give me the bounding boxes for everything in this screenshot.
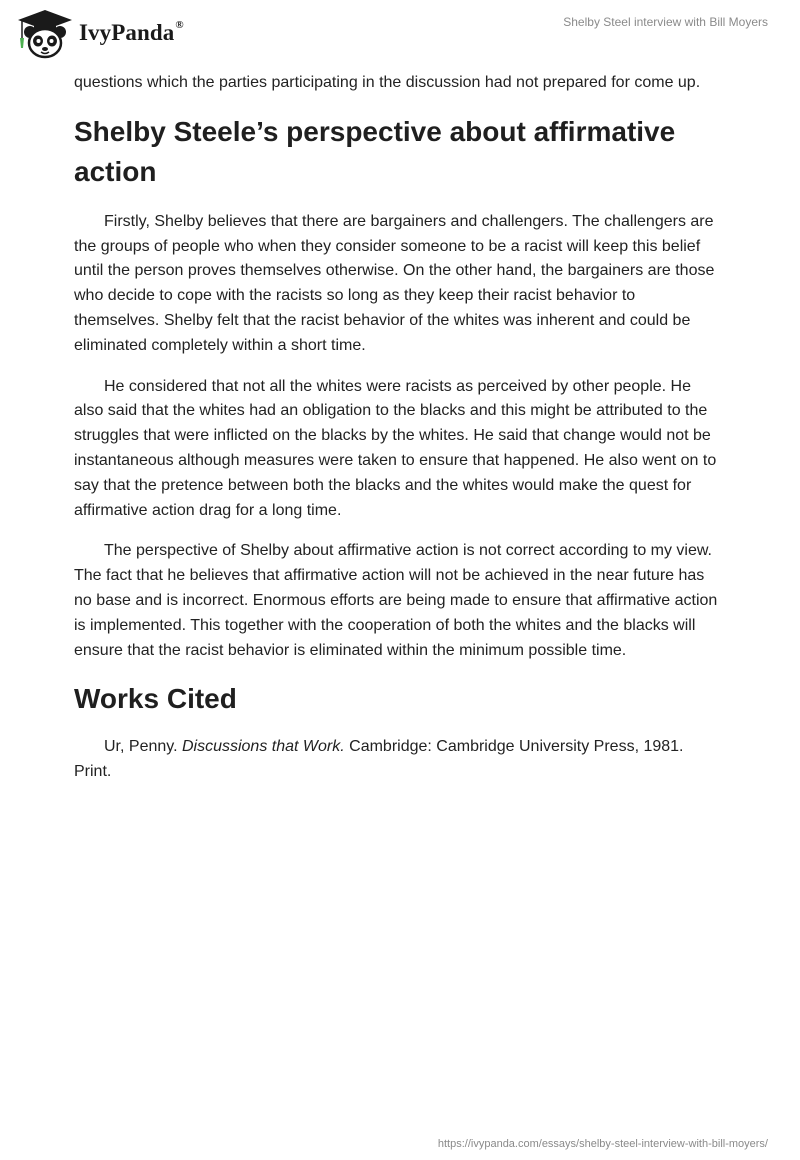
citation-author: Ur, Penny.: [104, 738, 182, 756]
intro-continuation: questions which the parties participating in the discussion had not prepared for come up.: [74, 74, 701, 91]
body-paragraph: The perspective of Shelby about affirmative action is not correct according to my view. The fact that he believes that affirmative action will not be achieved in the near future has no base and is incorrect. Enormous efforts are being made to ensure that affirmative action is implemented. This together with the cooperation of both the whites and the blacks will ensure that the racist behavior is eliminated within the minimum possible time.: [74, 542, 718, 659]
citation-title: Discussions that Work.: [181, 738, 345, 756]
citation-details: Cambridge: Cambridge University Press, 1981. Print.: [74, 738, 684, 781]
body-paragraph: He considered that not all the whites were racists as perceived by other people. He also said that the whites had an obligation to the blacks and this might be attributed to the struggles that were inflicted on the blacks by the whites. He said that change would not be instantaneous although measures were taken to ensure that happened. He also went on to say that the pretence between both the blacks and the whites would make the quest for affirmative action drag for a long time.: [74, 377, 717, 519]
document-title: Shelby Steel interview with Bill Moyers: [563, 15, 768, 29]
section-heading: Shelby Steele’s perspective about affirmative action: [74, 115, 676, 187]
registered-mark: ®: [175, 19, 184, 32]
page-header: [0, 0, 800, 70]
brand-name-text: IvyPanda: [79, 20, 175, 45]
essay-content: [74, 71, 724, 801]
brand-name[interactable]: [79, 20, 184, 46]
works-cited-heading: Works Cited: [74, 683, 237, 715]
body-paragraph: Firstly, Shelby believes that there are bargainers and challengers. The challengers are the groups of people who when they consider someone to be a racist will keep this belief until the person proves themselves otherwise. On the other hand, the bargainers are those who decide to cope with the racists so long as they keep their racist behavior to themselves. Shelby felt that the racist behavior of the whites was inherent and could be eliminated completely within a short time.: [74, 212, 715, 354]
footer-url-link[interactable]: https://ivypanda.com/essays/shelby-steel-interview-with-bill-moyers/: [437, 1138, 768, 1150]
panda-logo-icon[interactable]: [14, 8, 76, 60]
citation-entry: [74, 735, 724, 785]
